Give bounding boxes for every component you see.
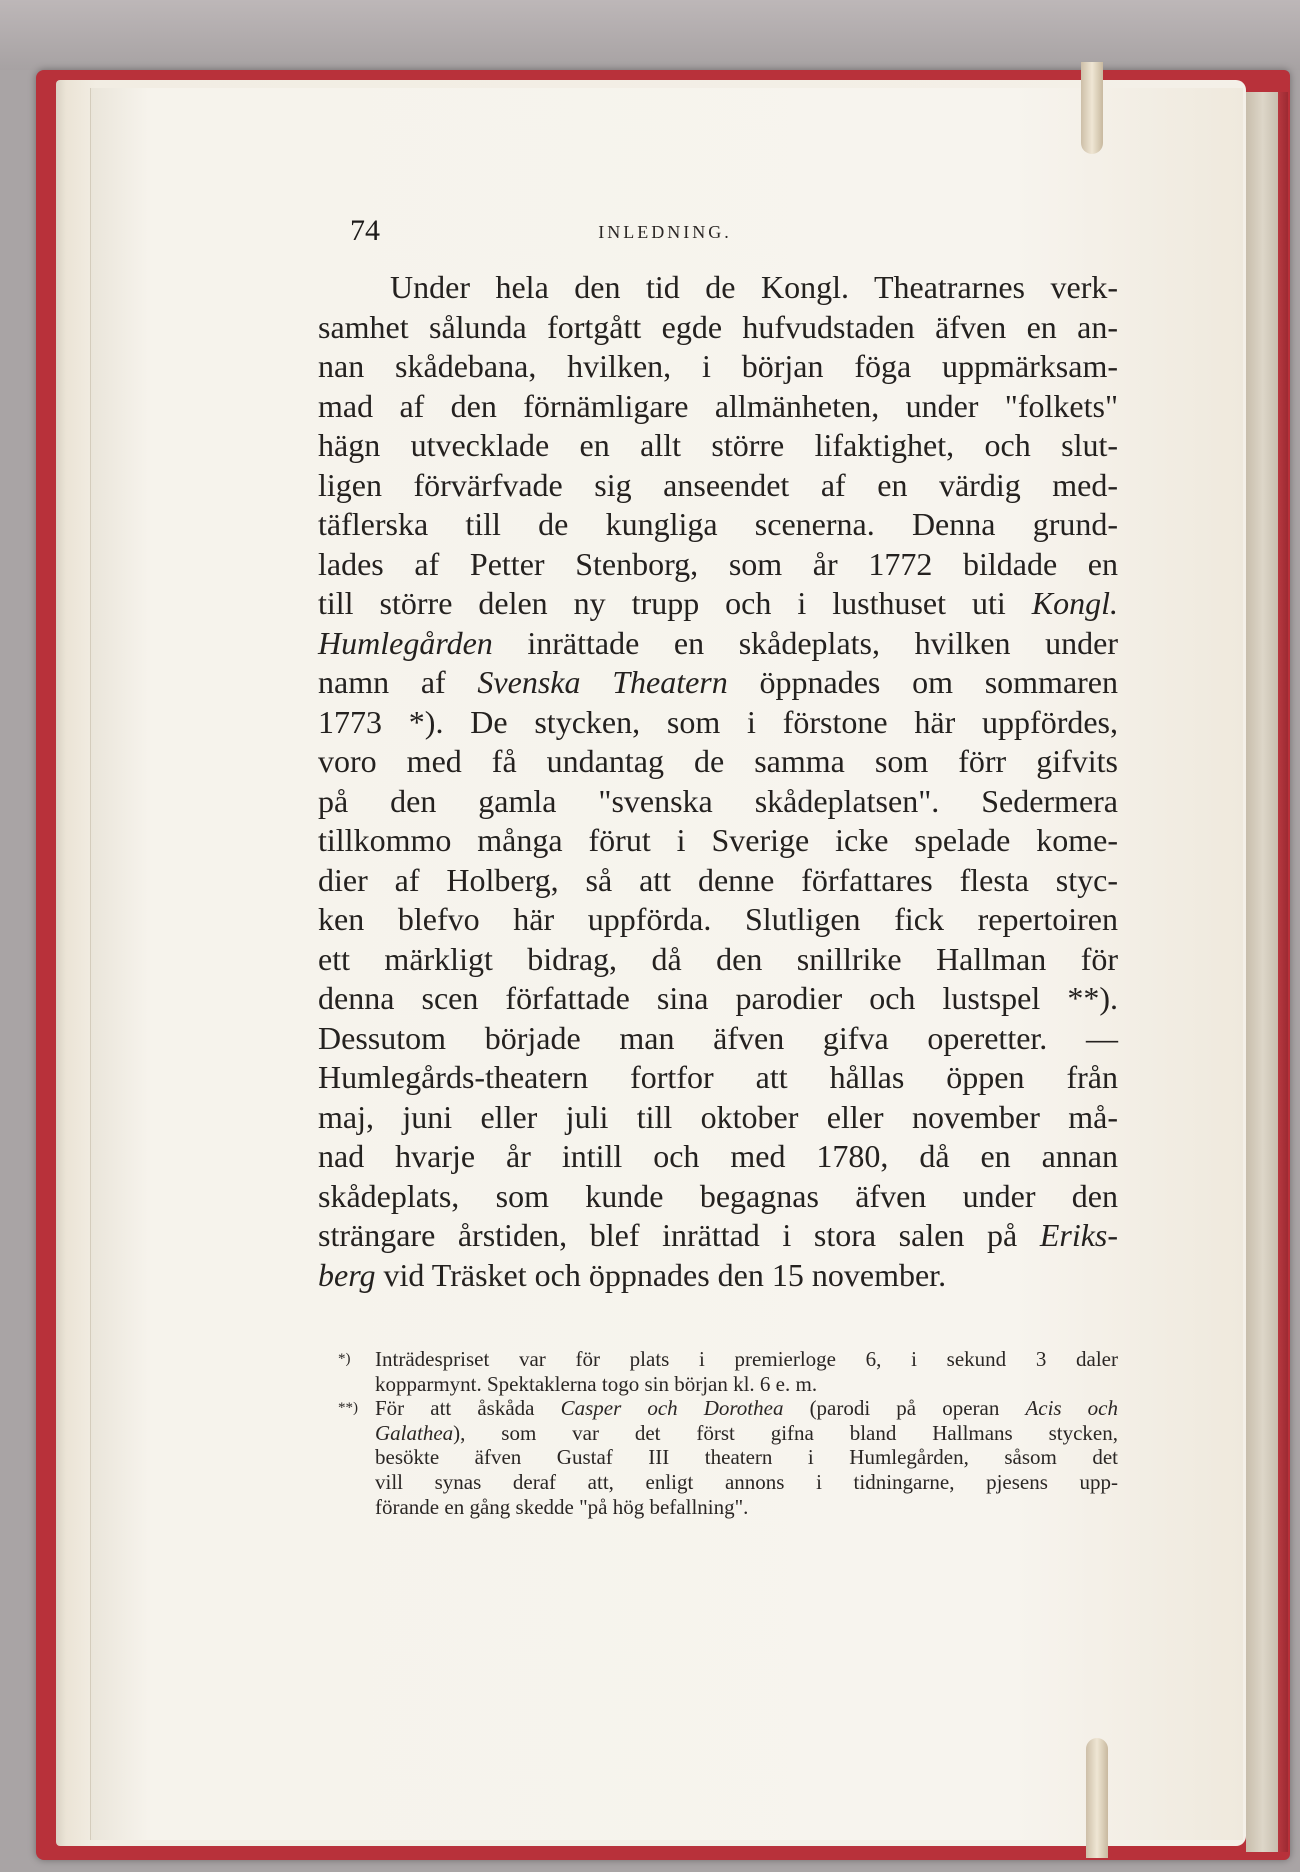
text-line xyxy=(318,624,1118,664)
italic-eriks: Eriks- xyxy=(1039,1217,1119,1253)
text-line: voro med få undantag de samma som förr gifvits xyxy=(318,743,1118,779)
footnote-line: besökte äfven Gustaf III theatern i Humlegården, såsom det xyxy=(375,1445,1118,1470)
footnote-italic: Galathea xyxy=(375,1420,454,1445)
footnote-line xyxy=(318,1396,1118,1421)
footnote-line: vill synas deraf att, enligt annons i tidningarne, pjesens upp- xyxy=(375,1469,1118,1494)
text-line: lades af Petter Stenborg, som år 1772 bildade en xyxy=(318,545,1118,582)
text-line: ligen förvärfvade sig anseendet af en värdig med- xyxy=(318,466,1118,503)
footnote-mark: **) xyxy=(338,1400,358,1417)
text-line: tillkommo många förut i Sverige icke spelade kome- xyxy=(318,822,1118,858)
text-line: Under hela den tid de Kongl. Theatrarnes verk- xyxy=(390,269,1118,305)
footnote-1 xyxy=(318,1347,1118,1396)
body-text xyxy=(318,268,1118,1295)
text-line xyxy=(318,663,1118,703)
italic-berg: berg xyxy=(318,1256,376,1293)
book-right-edge xyxy=(1246,92,1288,1852)
page-number: 74 xyxy=(350,214,380,247)
text-line: på den gamla "svenska skådeplatsen". Sedermera xyxy=(318,782,1118,819)
footnote-line: förande en gång skedde "på hög befallning". xyxy=(375,1494,749,1519)
text-line: 1773 *). De stycken, som i förstone här uppfördes, xyxy=(318,703,1118,740)
text-line: denna scen författade sina parodier och lustspel **). xyxy=(318,980,1118,1016)
text-line: nan skådebana, hvilken, i början föga uppmärksam- xyxy=(318,348,1118,384)
footnotes xyxy=(318,1347,1118,1519)
text-line: dier af Holberg, så att denne författares flesta styc- xyxy=(318,861,1118,898)
footnote-text: För att åskåda xyxy=(375,1396,535,1421)
text-line: täflerska till de kungliga scenerna. Denna grund- xyxy=(318,506,1118,542)
text-line: skådeplats, som kunde begagnas äfven under den xyxy=(318,1177,1118,1214)
text-line: ett märkligt bidrag, då den snillrike Hallman för xyxy=(318,940,1118,977)
text-line: mad af den förnämligare allmänheten, under "folkets" xyxy=(318,387,1118,424)
text-fragment: öppnades om sommaren xyxy=(759,664,1119,700)
text-line: maj, juni eller juli till oktober eller november må- xyxy=(318,1098,1118,1135)
text-fragment: inrättade en skådeplats, hvilken under xyxy=(527,624,1119,661)
italic-kongl: Kongl. xyxy=(1031,585,1119,621)
italic-humlegarden: Humlegården xyxy=(318,624,493,661)
text-line: samhet sålunda fortgått egde hufvudstaden äfven en an- xyxy=(318,308,1118,345)
text-fragment: strängare årstiden, blef inrättad i stora salen på xyxy=(318,1217,1018,1253)
text-line: Dessutom började man äfven gifva operetter. — xyxy=(318,1019,1118,1056)
text-fragment: namn af xyxy=(318,664,446,700)
text-line xyxy=(318,1256,1118,1296)
text-line xyxy=(318,1216,1118,1256)
bookmark-ribbon-bottom xyxy=(1086,1738,1108,1858)
scanner-background xyxy=(0,0,1300,70)
running-head: INLEDNING. xyxy=(598,222,732,242)
footnote-line: kopparmynt. Spektaklerna togo sin början kl. 6 e. m. xyxy=(375,1371,818,1396)
footnote-2 xyxy=(318,1396,1118,1519)
text-line: Humlegårds-theatern fortfor att hållas öppen från xyxy=(318,1059,1118,1095)
text-fragment: till större delen ny trupp och i lusthuset uti xyxy=(318,585,1006,621)
footnote-italic: Casper och Dorothea xyxy=(560,1396,784,1421)
text-line: nad hvarje år intill och med 1780, då en annan xyxy=(318,1138,1118,1174)
italic-svenska-theatern: Svenska Theatern xyxy=(477,664,728,700)
footnote-text: (parodi på operan xyxy=(809,1396,1000,1421)
footnote-line xyxy=(318,1421,1118,1446)
footnote-text: Inträdespriset var för plats i premierloge 6, i sekund 3 daler xyxy=(375,1347,1118,1371)
footnote-italic: Acis och xyxy=(1025,1396,1119,1421)
text-fragment: vid Träsket och öppnades den 15 november. xyxy=(383,1256,947,1293)
footnote-line xyxy=(318,1347,1118,1372)
text-line: hägn utvecklade en allt större lifaktighet, och slut- xyxy=(318,427,1118,463)
footnote-mark: *) xyxy=(338,1351,351,1367)
text-line: ken blefvo här uppförda. Slutligen fick repertoiren xyxy=(318,901,1118,937)
footnote-text: ), som var det först gifna bland Hallmans stycken, xyxy=(453,1420,1118,1445)
text-line xyxy=(318,584,1118,624)
bookmark-ribbon-top xyxy=(1081,62,1103,154)
